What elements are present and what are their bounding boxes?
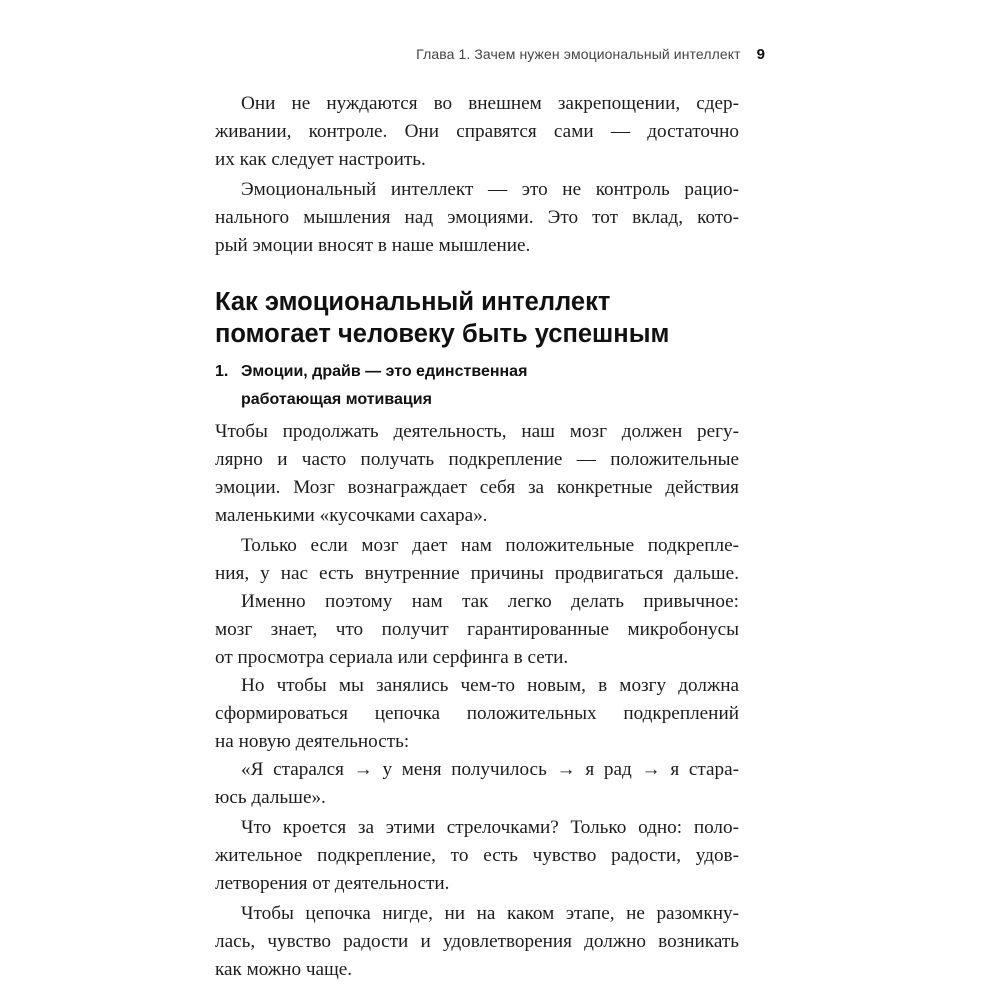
paragraph-line: мозг знает, что получит гарантированные микробонусы <box>215 619 739 640</box>
paragraph-line: маленькими «кусочками сахара». <box>215 505 488 526</box>
paragraph-line: сформироваться цепочка положительных подкреплений <box>215 703 739 724</box>
paragraph-line: Чтобы цепочка нигде, ни на каком этапе, не разомкну- <box>241 903 739 924</box>
paragraph-line: как можно чаще. <box>215 959 353 980</box>
paragraph-line: «Я старался → у меня получилось → я рад → я стара- <box>241 759 739 780</box>
subsection-title: работающая мотивация <box>241 391 432 408</box>
paragraph-line: их как следует настроить. <box>215 149 426 170</box>
paragraph-line: лярно и часто получать подкрепление — положительные <box>215 449 739 470</box>
paragraph-line: Что кроется за этими стрелочками? Только одно: поло- <box>241 817 739 838</box>
paragraph-line: эмоции. Мозг вознаграждает себя за конкретные действия <box>215 477 739 498</box>
paragraph-line: живании, контроле. Они справятся сами — достаточно <box>215 121 739 142</box>
section-title: Как эмоциональный интеллект <box>215 288 611 316</box>
paragraph-line: летворения от деятельности. <box>215 873 450 894</box>
subsection-number: 1. <box>215 363 229 380</box>
paragraph-line: Они не нуждаются во внешнем закрепощении, сдер- <box>241 93 739 114</box>
chapter-title: Глава 1. Зачем нужен эмоциональный интеллект <box>416 46 741 62</box>
paragraph-line: нального мышления над эмоциями. Это тот вклад, кото- <box>215 207 739 228</box>
paragraph-line: лась, чувство радости и удовлетворения должно возникать <box>215 931 739 952</box>
running-header <box>380 42 765 66</box>
paragraph-line: на новую деятельность: <box>215 731 410 752</box>
paragraph-line: от просмотра сериала или серфинга в сети. <box>215 647 569 668</box>
paragraph-line: ния, у нас есть внутренние причины продвигаться дальше. <box>215 563 739 584</box>
subsection-title: Эмоции, драйв — это единственная <box>241 363 528 380</box>
section-title: помогает человеку быть успешным <box>215 320 670 348</box>
paragraph-line: рый эмоции вносят в наше мышление. <box>215 235 531 256</box>
page-number: 9 <box>756 45 765 63</box>
paragraph-line: жительное подкрепление, то есть чувство радости, удов- <box>215 845 739 866</box>
paragraph-line: Но чтобы мы занялись чем-то новым, в мозгу должна <box>241 675 739 696</box>
paragraph-line: Чтобы продолжать деятельность, наш мозг должен регу- <box>215 421 739 442</box>
paragraph-line: Эмоциональный интеллект — это не контроль рацио- <box>241 179 739 200</box>
paragraph-line: Только если мозг дает нам положительные подкрепле- <box>241 535 739 556</box>
paragraph-line: юсь дальше». <box>215 787 326 808</box>
paragraph-line: Именно поэтому нам так легко делать привычное: <box>241 591 739 612</box>
